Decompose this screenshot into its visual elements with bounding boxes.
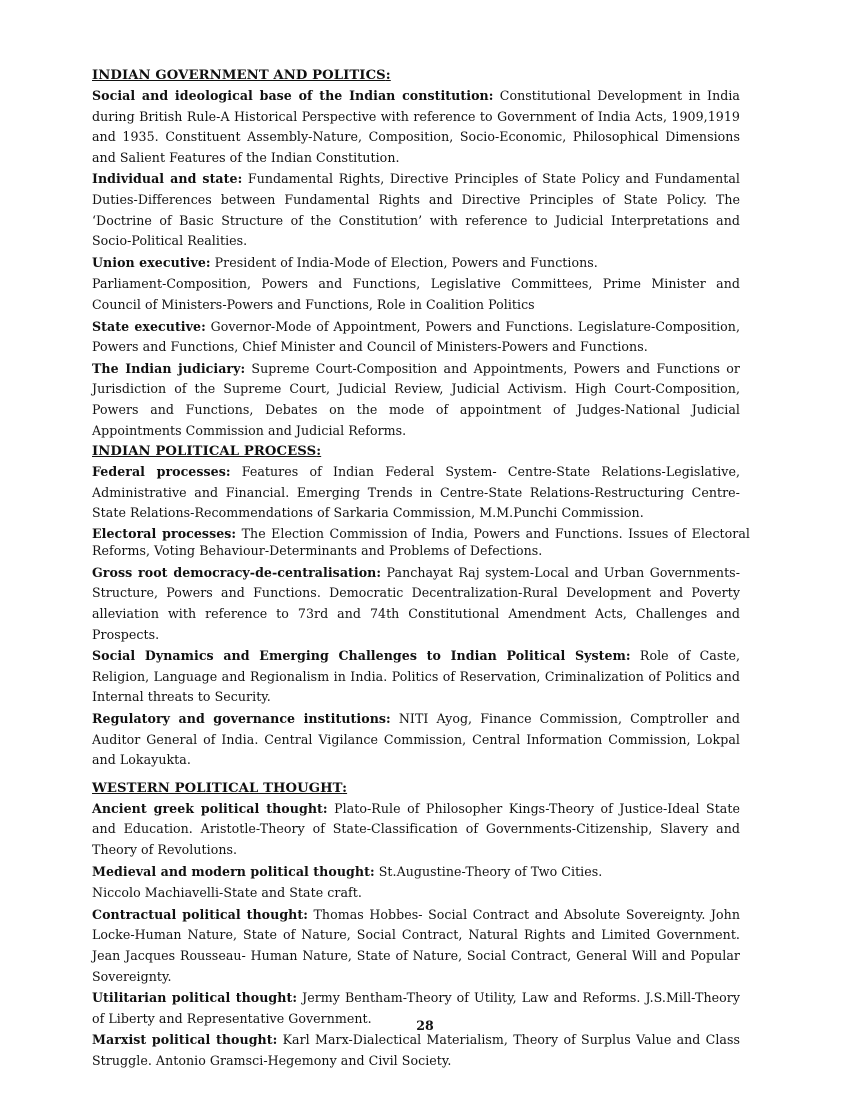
- topic-term: Individual and state:: [92, 171, 243, 187]
- topic-text: President of India-Mode of Election, Powers and Functions.: [210, 254, 598, 270]
- topic-regulatory-institutions: [92, 709, 740, 771]
- topic-term: Federal processes:: [92, 464, 231, 480]
- topic-indian-judiciary: [92, 359, 740, 441]
- topic-medieval-modern-thought: [92, 862, 740, 883]
- topic-electoral-processes: [92, 525, 750, 560]
- topic-term: Gross root democracy-de-centralisation:: [92, 564, 382, 580]
- topic-text: Jermy Bentham-Theory of Utility, Law and Reforms. J.S.Mill-Theory of Liberty and Representative Government.: [92, 990, 740, 1026]
- topic-text: Governor-Mode of Appointment, Powers and Functions. Legislature-Composition, Powers and Functions, Chief Minister and Council of Ministers-Powers and Functions.: [92, 318, 740, 355]
- topic-text: Fundamental Rights, Directive Principles of State Policy and Fundamental Duties-Differences between Fundamental Rights and Directive Principles of State Policy. The ‘Doctrine of Basic Structure of the Constitution’ with reference to Judicial Interpretations and Socio-Political Realities.: [92, 171, 740, 249]
- page-number: 28: [416, 1018, 434, 1033]
- topic-text: NITI Ayog, Finance Commission, Comptroller and Auditor General of India. Central Vigilance Commission, Central Information Commission, Lokpal and Lokayukta.: [92, 711, 740, 768]
- topic-term: The Indian judiciary:: [92, 360, 246, 376]
- topic-gross-root-democracy: [92, 563, 740, 645]
- topic-text: Niccolo Machiavelli-State and State craft.: [92, 885, 362, 901]
- heading-colon: :: [342, 780, 348, 796]
- topic-text: Supreme Court-Composition and Appointments, Powers and Functions or Jurisdiction of the Supreme Court, Judicial Review, Judicial Activism. High Court-Composition, Powers and Functions, Debates on the mode of appointment of Judges-National Judicial Appointments Commission and Judicial Reforms.: [92, 360, 740, 438]
- section-heading-indian-government: [92, 66, 740, 86]
- topic-ancient-greek-thought: [92, 799, 740, 861]
- section-heading-western-political-thought: [92, 779, 740, 799]
- topic-machiavelli: [92, 883, 740, 904]
- topic-federal-processes: [92, 462, 740, 524]
- topic-text: Role of Caste, Religion, Language and Regionalism in India. Politics of Reservation, Criminalization of Politics and Internal threats to Security.: [92, 648, 741, 705]
- heading-text: INDIAN POLITICAL PROCESS: [92, 444, 317, 460]
- topic-term: Medieval and modern political thought:: [92, 863, 375, 879]
- topic-text: St.Augustine-Theory of Two Cities.: [374, 863, 603, 879]
- topic-term: Ancient greek political thought:: [92, 800, 328, 816]
- heading-colon: :: [316, 444, 322, 460]
- topic-constitution-base: [92, 86, 740, 168]
- topic-text: Panchayat Raj system-Local and Urban Governments-Structure, Powers and Functions. Democratic Decentralization-Rural Development and Poverty alleviation with reference to 73rd and 74th Constitutional Amendment Acts, Challenges and Prospects.: [92, 564, 741, 642]
- topic-term: Marxist political thought:: [92, 1032, 278, 1048]
- heading-text: WESTERN POLITICAL THOUGHT: [92, 780, 343, 796]
- topic-term: Electoral processes:: [92, 525, 237, 541]
- topic-term: Social Dynamics and Emerging Challenges to Indian Political System:: [92, 648, 631, 664]
- topic-term: Union executive:: [92, 254, 211, 270]
- topic-text: Constitutional Development in India during British Rule-A Historical Perspective with reference to Government of India Acts, 1909,1919 and 1935. Constituent Assembly-Nature, Composition, Socio-Economic, Philosophical Dimensions and Salient Features of the Indian Constitution.: [92, 88, 740, 165]
- topic-social-dynamics: [92, 646, 740, 708]
- topic-text: The Election Commission of India, Powers and Functions. Issues of Electoral Reforms, Voting Behaviour-Determinants and Problems of Defections.: [92, 525, 750, 559]
- topic-term: Regulatory and governance institutions:: [92, 711, 391, 727]
- topic-individual-state: [92, 169, 740, 251]
- topic-contractual-thought: [92, 905, 740, 987]
- topic-marxist-thought: [92, 1030, 740, 1071]
- topic-union-executive: [92, 253, 740, 274]
- topic-text: Karl Marx-Dialectical Materialism, Theory of Surplus Value and Class Struggle. Antonio Gramsci-Hegemony and Civil Society.: [92, 1032, 741, 1068]
- topic-term: Social and ideological base of the Indian constitution:: [92, 88, 494, 103]
- topic-text: Features of Indian Federal System- Centre-State Relations-Legislative, Administrative and Financial. Emerging Trends in Centre-State Relations-Restructuring Centre- State Relations-Recommendations of Sarkaria Commission, M.M.Punchi Commission.: [92, 464, 740, 521]
- heading-colon: :: [385, 68, 391, 83]
- topic-term: Utilitarian political thought:: [92, 990, 298, 1006]
- topic-parliament: [92, 274, 740, 315]
- topic-term: Contractual political thought:: [92, 906, 308, 922]
- topic-text: Plato-Rule of Philosopher Kings-Theory of Justice-Ideal State and Education. Aristotle-Theory of State-Classification of Governments-Citizenship, Slavery and Theory of Revolutions.: [92, 800, 740, 857]
- section-heading-indian-political-process: [92, 442, 740, 462]
- topic-term: State executive:: [92, 318, 206, 334]
- heading-text: INDIAN GOVERNMENT AND POLITICS: [92, 68, 386, 83]
- topic-text: Parliament-Composition, Powers and Functions, Legislative Committees, Prime Minister and Council of Ministers-Powers and Functions, Role in Coalition Politics: [92, 276, 740, 312]
- topic-state-executive: [92, 317, 740, 358]
- topic-text: Thomas Hobbes- Social Contract and Absolute Sovereignty. John Locke-Human Nature, State of Nature, Social Contract, Natural Rights and Limited Government. Jean Jacques Rousseau- Human Nature, State of Nature, Social Contract, General Will and Popular Sovereignty.: [92, 906, 740, 984]
